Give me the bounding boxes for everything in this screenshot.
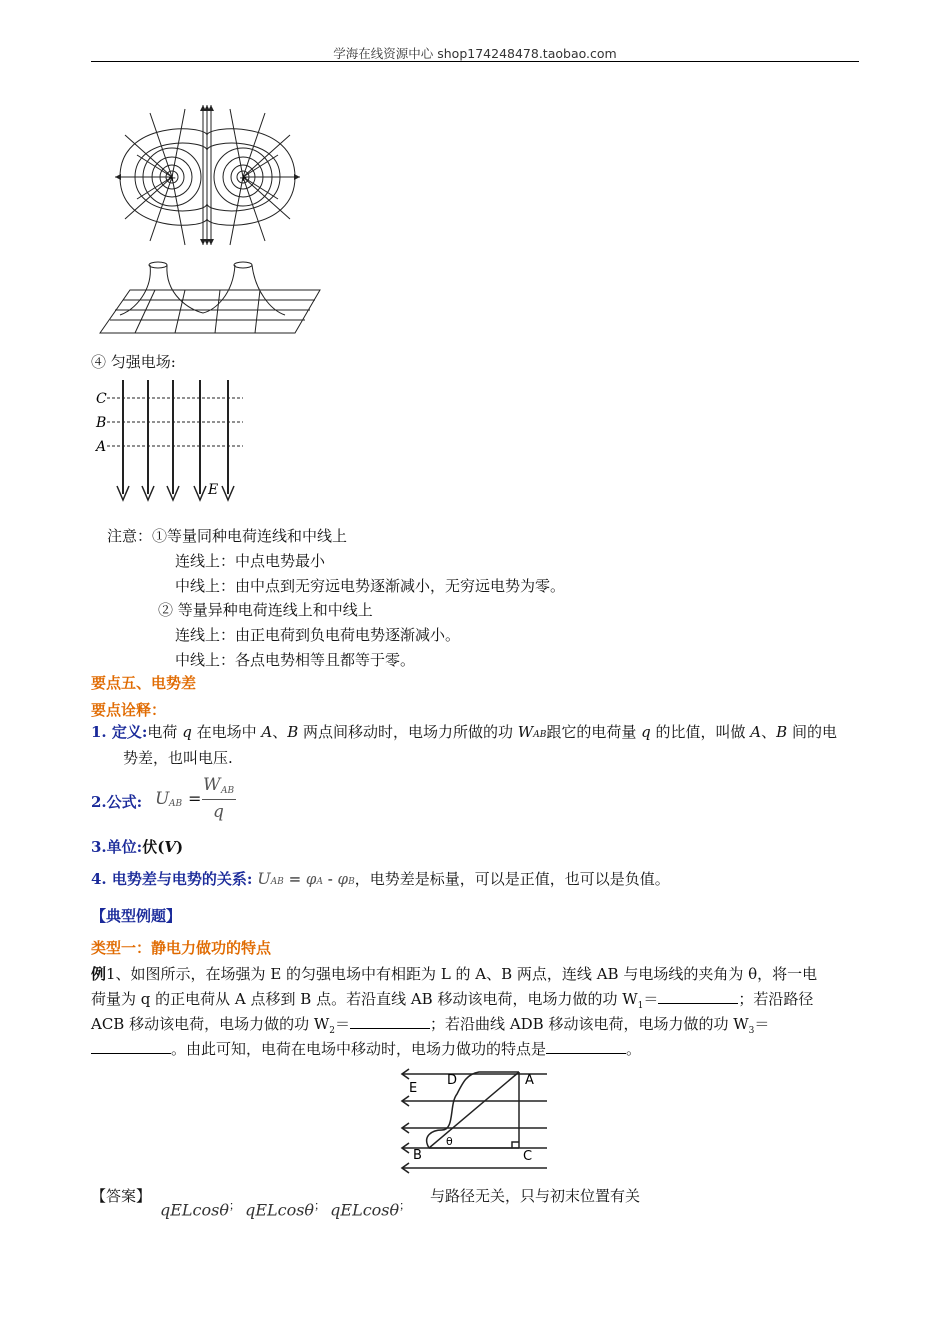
answer-sep: ；: [314, 1199, 326, 1212]
example1-text: 荷量为 q 的正电荷从 A 点移到 B 点。若沿直线 AB 移动该电荷，电场力做的功 W: [91, 990, 638, 1008]
fig-label-a: A: [525, 1073, 534, 1088]
example1-text: ACB 移动该电荷，电场力做的功 W: [91, 1015, 330, 1033]
uniform-field-figure: [93, 376, 248, 508]
formula-label: 2.公式:: [91, 793, 143, 811]
note1-line2: 中线上：由中点到无穷远电势逐渐减小，无穷远电势为零。: [175, 577, 566, 595]
example1-text: 。: [626, 1040, 642, 1058]
def-sep: 、: [272, 723, 288, 741]
note2-title: ② 等量异种电荷连线上和中线上: [158, 601, 373, 619]
example1-text: ；若沿曲线 ADB 移动该电荷，电场力做的功 W: [430, 1015, 749, 1033]
type1-title: 类型一：静电力做功的特点: [91, 939, 272, 957]
field-label-e: E: [208, 482, 219, 498]
answer-values: [160, 1196, 410, 1220]
def-b: B: [776, 723, 788, 741]
example1-text: 1、如图所示，在场强为 E 的匀强电场中有相距为 L 的 A、B 两点，连线 AB 与电场线的夹角为 θ，将一电: [106, 965, 818, 983]
def-a: A: [261, 723, 273, 741]
relation-u-sub: AB: [270, 877, 284, 887]
definition-line1: [91, 722, 837, 745]
def-b: B: [287, 723, 299, 741]
def-text: 两点间移动时，电场力所做的功: [298, 723, 518, 741]
fig-label-b: B: [413, 1148, 422, 1163]
formula-u: U: [155, 789, 170, 809]
answer-w1: qELcosθ: [160, 1200, 229, 1220]
example1-text: 。由此可知，电荷在电场中移动时，电场力做功的特点是: [171, 1040, 547, 1058]
formula-equals: =: [188, 789, 202, 808]
def-a: A: [750, 723, 762, 741]
def-text: 的比值，叫做: [650, 723, 751, 741]
example1-line2: [91, 989, 813, 1016]
relation-line: [91, 869, 670, 892]
fig-label-e: E: [409, 1081, 418, 1096]
note-prefix: 注意：: [107, 527, 153, 545]
unit-value: 伏(: [142, 838, 165, 856]
note1-line1: 连线上：中点电势最小: [175, 552, 326, 570]
formula-u-sub: AB: [169, 799, 183, 809]
formula-numerator-sub: AB: [221, 786, 235, 796]
formula-block: [155, 775, 255, 825]
unit-label: 3.单位:: [91, 838, 143, 856]
example1-line4: [91, 1039, 641, 1059]
w2-sub: 2: [329, 1026, 336, 1036]
note-label: [107, 526, 347, 546]
answer-w3: qELcosθ: [330, 1200, 400, 1220]
line-label-c: C: [96, 391, 107, 407]
relation-minus: -: [322, 870, 338, 888]
def-text: 在电场中: [191, 723, 262, 741]
fig-label-theta: θ: [446, 1135, 453, 1148]
example1-text: ＝: [643, 990, 659, 1008]
answer-sep: ；: [399, 1199, 411, 1212]
answer-w2: qELcosθ: [245, 1200, 315, 1220]
answer-blank-w1[interactable]: [658, 989, 738, 1004]
fig-label-c: C: [523, 1149, 533, 1164]
examples-title: 【典型例题】: [91, 907, 182, 925]
relation-phi-b: φ: [337, 870, 349, 888]
section5-title: 要点五、电势差: [91, 674, 197, 692]
def-text: 跟它的电荷量: [546, 723, 642, 741]
definition-label: 1. 定义:: [91, 723, 148, 741]
formula-numerator: W: [203, 775, 221, 795]
answer-label: 【答案】: [91, 1187, 152, 1205]
unit-v: V: [164, 838, 176, 856]
explain-title: 要点诠释：: [91, 701, 167, 719]
right-charge-sign: +: [239, 173, 248, 184]
fig-label-d: D: [447, 1073, 458, 1088]
note2-line1: 连线上：由正电荷到负电荷电势逐渐减小。: [175, 626, 461, 644]
def-w: W: [517, 723, 534, 741]
answer-sep: ；: [228, 1199, 240, 1212]
relation-phi-a: φ: [305, 870, 317, 888]
example1-text: ＝: [335, 1015, 351, 1033]
def-text: 间的电: [787, 723, 837, 741]
answer-blank-w3[interactable]: [91, 1039, 171, 1054]
relation-phi-b-sub: B: [348, 877, 355, 887]
line-label-a: A: [96, 439, 107, 455]
example1-line3: [91, 1014, 769, 1041]
answer-blank-w2[interactable]: [350, 1014, 430, 1029]
relation-u: U: [257, 869, 271, 888]
like-charges-field-figure: [95, 95, 325, 340]
line-label-b: B: [96, 415, 107, 431]
example-figure: [397, 1064, 552, 1174]
unit-close: ): [175, 838, 184, 856]
unit-line: [91, 837, 183, 857]
def-text: 电荷: [147, 723, 183, 741]
relation-label: 4. 电势差与电势的关系:: [91, 870, 253, 888]
example1-line1: [91, 964, 817, 984]
example1-text: ＝: [754, 1015, 770, 1033]
def-sep: 、: [761, 723, 777, 741]
w1-sub: 1: [637, 1001, 644, 1011]
def-w-sub: AB: [533, 730, 547, 740]
def-q: q: [182, 723, 192, 741]
relation-phi-a-sub: A: [316, 877, 323, 887]
fraction-bar: [202, 799, 236, 800]
example-label: 例: [91, 965, 107, 983]
formula-denominator: q: [213, 802, 224, 822]
definition-line2: 势差，也叫电压.: [123, 749, 233, 767]
note2-line2: 中线上：各点电势相等且都等于零。: [175, 651, 416, 669]
left-charge-sign: +: [168, 173, 177, 184]
w3-sub: 3: [748, 1026, 755, 1036]
answer-blank-feature[interactable]: [546, 1039, 626, 1054]
uniform-field-label: ④ 匀强电场:: [91, 353, 176, 371]
answer-feature: 与路径无关，只与初末位置有关: [430, 1187, 641, 1205]
page-header: 学海在线资源中心 shop174248478.taobao.com: [333, 46, 617, 61]
answer-line: [91, 1186, 151, 1206]
def-q: q: [641, 723, 651, 741]
note1-title: ①等量同种电荷连线和中线上: [152, 527, 348, 545]
example1-text: ；若沿路径: [738, 990, 814, 1008]
header-rule: [91, 61, 859, 62]
relation-eq: =: [283, 870, 306, 888]
relation-text: ，电势差是标量，可以是正值，也可以是负值。: [354, 870, 670, 888]
